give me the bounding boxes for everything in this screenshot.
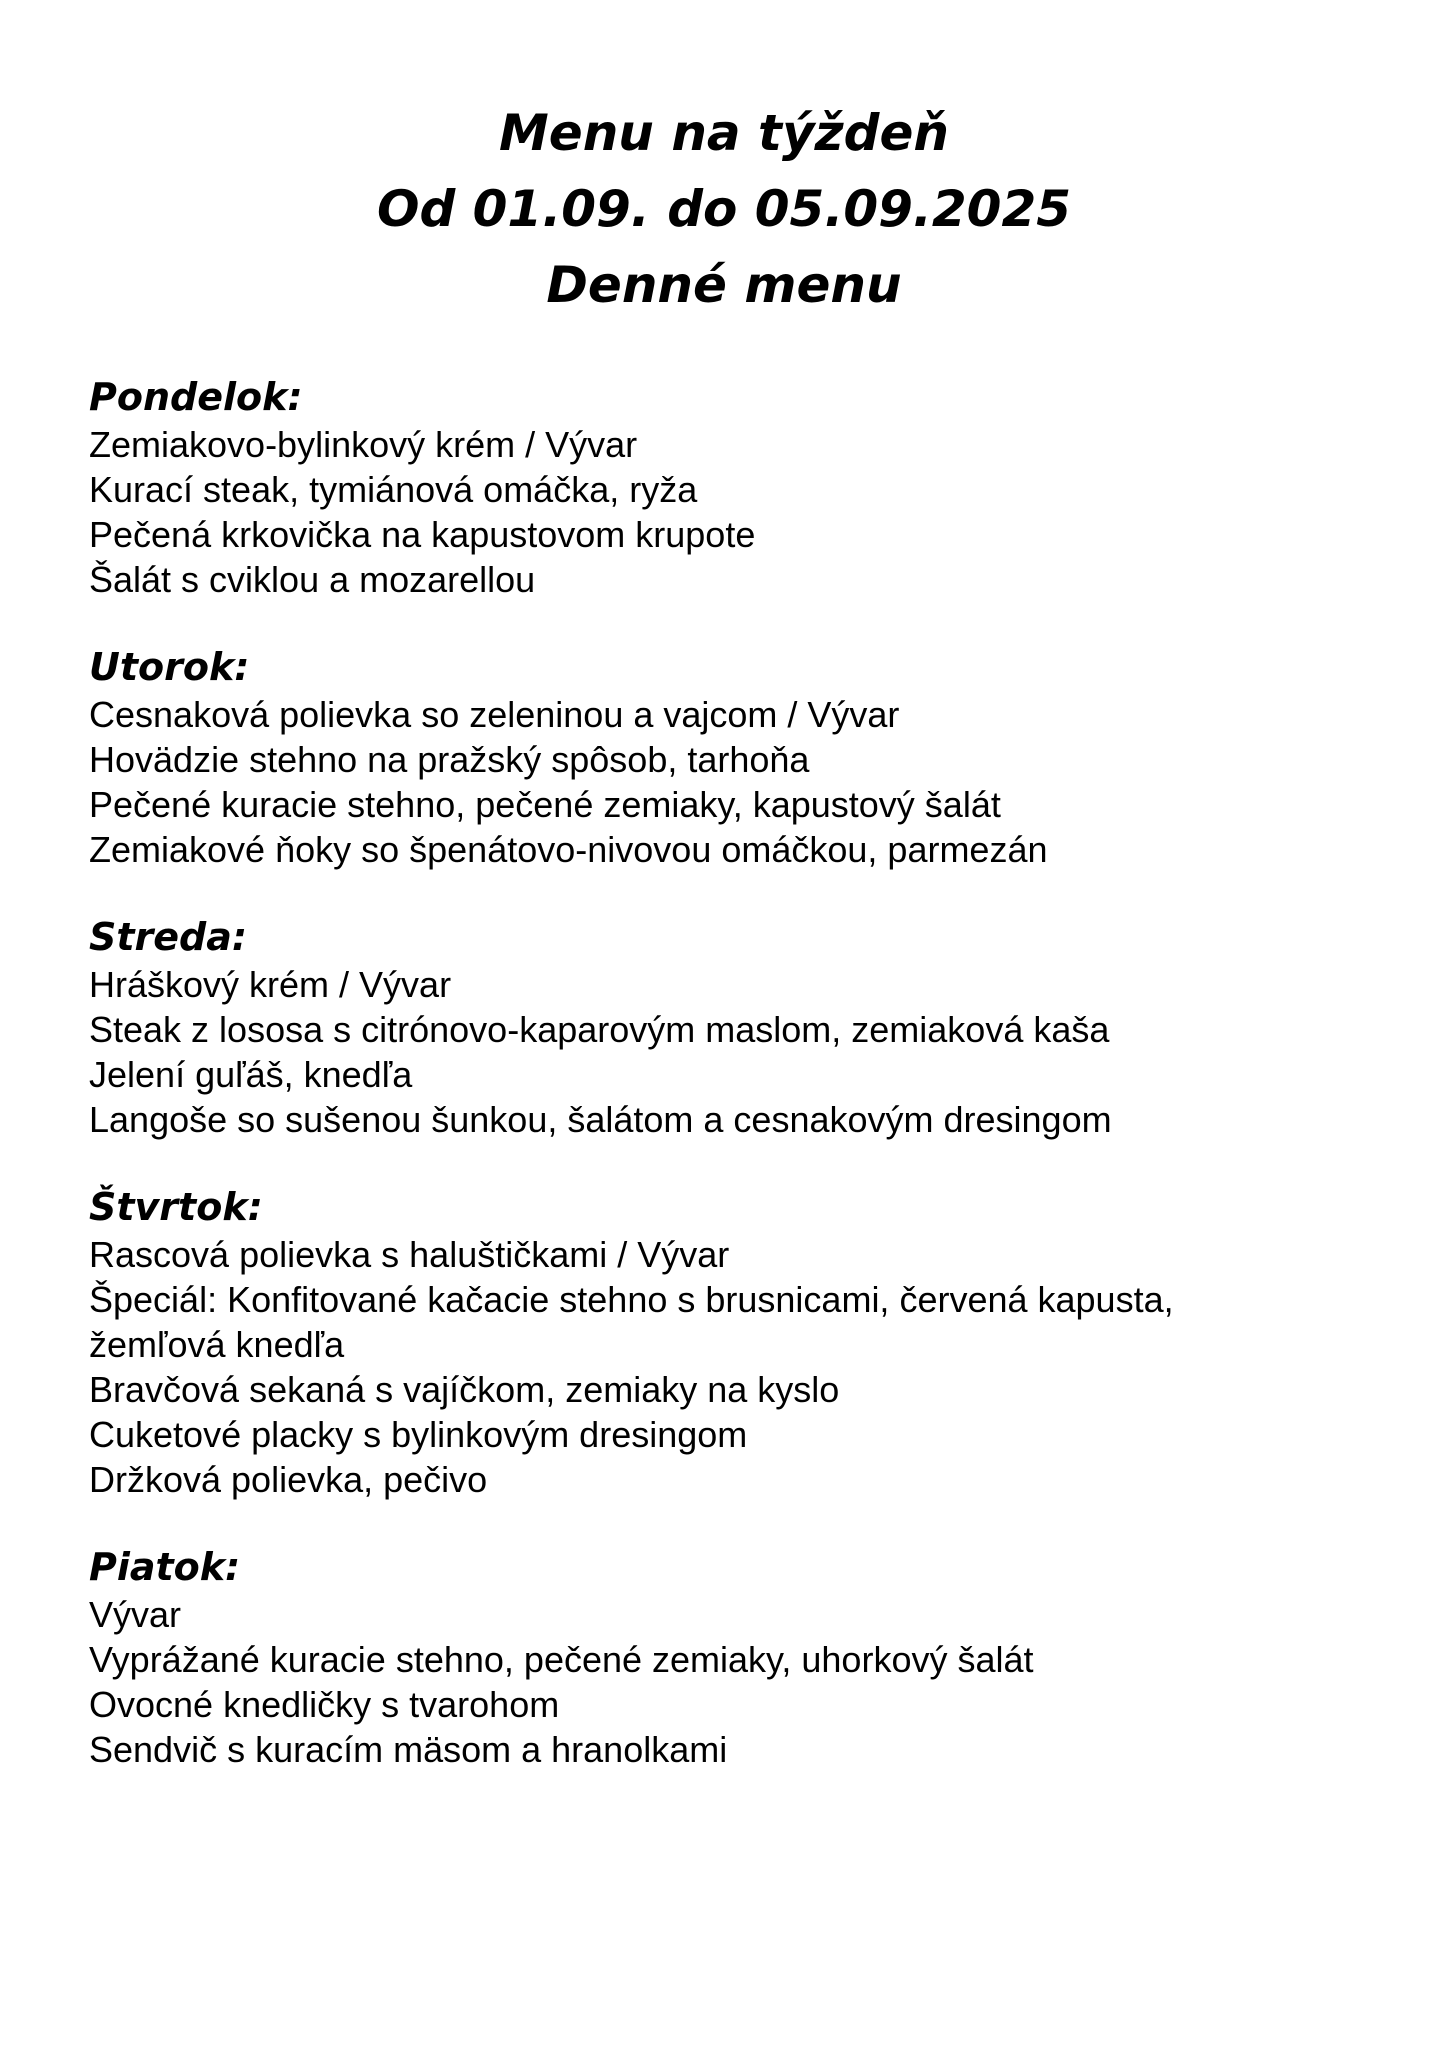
dish-item: Držková polievka, pečivo	[89, 1459, 488, 1500]
day-wednesday	[89, 912, 1389, 1142]
dish-item: Sendvič s kuracím mäsom a hranolkami	[89, 1729, 728, 1770]
dish-item: Jelení guľáš, knedľa	[89, 1054, 413, 1095]
dish-item: Vývar	[89, 1594, 182, 1635]
dish-item: Zemiakové ňoky so špenátovo-nivovou omáčkou, parmezán	[89, 829, 1048, 870]
dish-item: Langoše so sušenou šunkou, šalátom a cesnakovým dresingom	[89, 1099, 1112, 1140]
dish-item: Cuketové placky s bylinkovým dresingom	[89, 1414, 748, 1455]
dish-item: Cesnaková polievka so zeleninou a vajcom / Vývar	[89, 694, 900, 735]
dish-item: Pečené kuracie stehno, pečené zemiaky, kapustový šalát	[89, 784, 1001, 825]
day-heading: Utorok:	[89, 645, 250, 689]
dish-item: Rascová polievka s haluštičkami / Vývar	[89, 1234, 730, 1275]
dish-item: Vyprážané kuracie stehno, pečené zemiaky, uhorkový šalát	[89, 1639, 1034, 1680]
dish-item: Bravčová sekaná s vajíčkom, zemiaky na kyslo	[89, 1369, 840, 1410]
dish-item: žemľová knedľa	[89, 1324, 345, 1365]
day-monday	[89, 372, 1389, 602]
day-heading: Štvrtok:	[89, 1185, 263, 1229]
dish-item: Hráškový krém / Vývar	[89, 964, 452, 1005]
menu-date-range: Od 01.09. do 05.09.2025	[376, 180, 1072, 238]
day-tuesday	[89, 642, 1389, 872]
dish-item: Špeciál: Konfitované kačacie stehno s brusnicami, červená kapusta,	[89, 1279, 1174, 1320]
dish-item: Zemiakovo-bylinkový krém / Vývar	[89, 424, 638, 465]
days-list	[89, 372, 1389, 1812]
dish-item: Steak z lososa s citrónovo-kaparovým maslom, zemiaková kaša	[89, 1009, 1110, 1050]
dish-item: Pečená krkovička na kapustovom krupote	[89, 514, 756, 555]
day-heading: Streda:	[89, 915, 248, 959]
dish-item: Ovocné knedličky s tvarohom	[89, 1684, 560, 1725]
menu-header	[0, 95, 1448, 323]
menu-title: Menu na týždeň	[499, 104, 949, 162]
day-heading: Piatok:	[89, 1545, 241, 1589]
dish-item: Kurací steak, tymiánová omáčka, ryža	[89, 469, 698, 510]
dish-item: Hovädzie stehno na pražský spôsob, tarhoňa	[89, 739, 810, 780]
day-friday	[89, 1542, 1389, 1772]
day-heading: Pondelok:	[89, 375, 303, 419]
dish-item: Šalát s cviklou a mozarellou	[89, 559, 536, 600]
day-thursday	[89, 1182, 1389, 1502]
menu-subtitle: Denné menu	[546, 256, 902, 314]
